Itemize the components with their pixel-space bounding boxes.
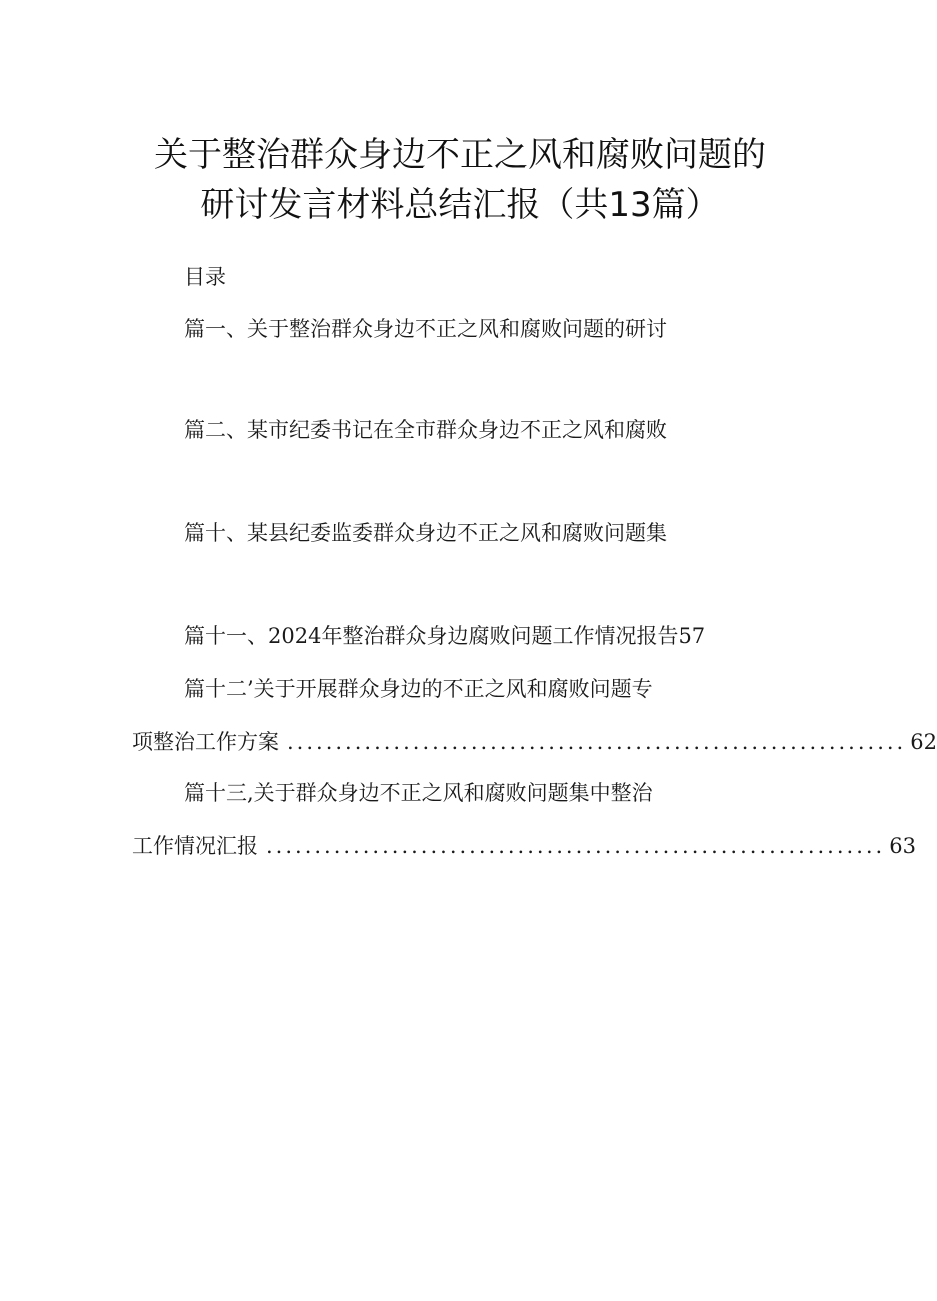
toc-leader-dots: ................................................................ bbox=[266, 834, 886, 858]
toc-entry-5[interactable]: 篇十二’关于开展群众身边的不正之风和腐败问题专 bbox=[184, 677, 653, 701]
toc-entry-4[interactable]: 篇十一、2024年整治群众身边腐败问题工作情况报告57 bbox=[184, 624, 706, 648]
document-title-line-1: 关于整治群众身边不正之风和腐败问题的 bbox=[154, 135, 766, 175]
toc-entry-2[interactable]: 篇二、某市纪委书记在全市群众身边不正之风和腐败 bbox=[184, 418, 667, 442]
toc-entry-6-continuation[interactable] bbox=[132, 831, 916, 861]
toc-entry-5-page-number: 62 bbox=[910, 730, 937, 754]
document-title-line-2: 研讨发言材料总结汇报（共13篇） bbox=[200, 185, 720, 225]
toc-entry-6-page-number: 63 bbox=[889, 834, 916, 858]
toc-entry-5-continuation-text: 项整治工作方案 bbox=[132, 730, 279, 754]
toc-heading: 目录 bbox=[184, 265, 226, 289]
toc-leader-dots: ................................................................ bbox=[287, 730, 907, 754]
toc-entry-6[interactable]: 篇十三,关于群众身边不正之风和腐败问题集中整治 bbox=[184, 781, 653, 805]
toc-entry-3[interactable]: 篇十、某县纪委监委群众身边不正之风和腐败问题集 bbox=[184, 521, 667, 545]
toc-entry-6-continuation-text: 工作情况汇报 bbox=[132, 834, 258, 858]
toc-entry-1[interactable]: 篇一、关于整治群众身边不正之风和腐败问题的研讨 bbox=[184, 317, 667, 341]
toc-entry-5-continuation[interactable] bbox=[132, 727, 937, 757]
